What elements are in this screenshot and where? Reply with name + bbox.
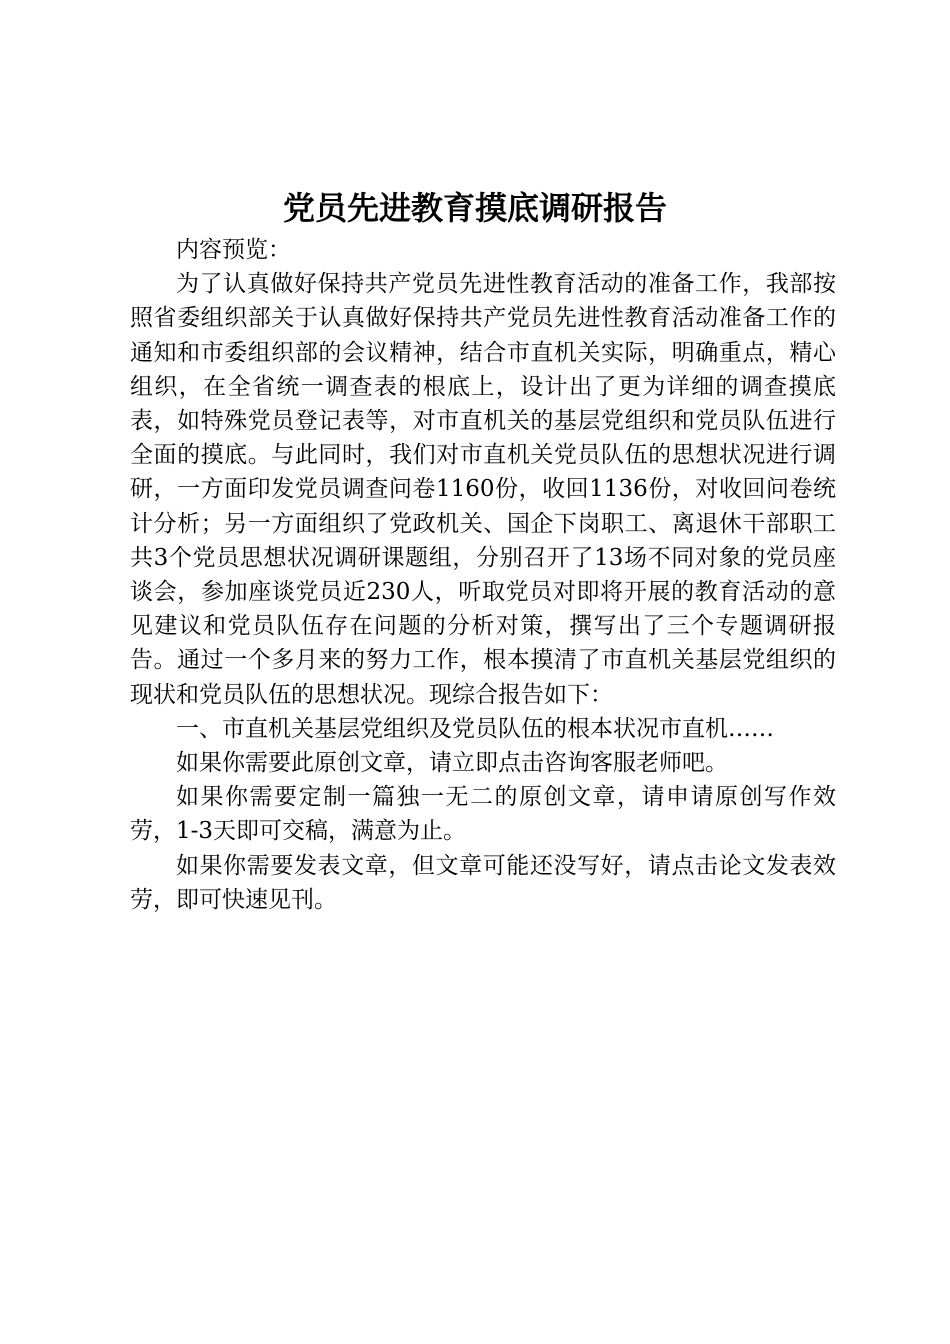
document-body <box>130 233 836 917</box>
intro-paragraph: 为了认真做好保持共产党员先进性教育活动的准备工作，我部按照省委组织部关于认真做好保持共产党员先进性教育活动准备工作的通知和市委组织部的会议精神，结合市直机关实际，明确重点，精心组织，在全省统一调查表的根底上，设计出了更为详细的调查摸底表，如特殊党员登记表等，对市直机关的基层党组织和党员队伍进行全面的摸底。与此同时，我们对市直机关党员队伍的思想状况进行调研，一方面印发党员调查问卷1160份，收回1136份，对收回问卷统计分析；另一方面组织了党政机关、国企下岗职工、离退休干部职工共3个党员思想状况调研课题组，分别召开了13场不同对象的党员座谈会，参加座谈党员近230人，听取党员对即将开展的教育活动的意见建议和党员队伍存在问题的分析对策，撰写出了三个专题调研报告。通过一个多月来的努力工作，根本摸清了市直机关基层党组织的现状和党员队伍的思想状况。现综合报告如下： <box>130 271 836 708</box>
publication-notice: 如果你需要发表文章，但文章可能还没写好，请点击论文发表效劳，即可快速见刊。 <box>130 852 836 913</box>
document-title: 党员先进教育摸底调研报告 <box>282 189 667 227</box>
section-heading-excerpt: 一、市直机关基层党组织及党员队伍的根本状况市直机…… <box>176 715 774 742</box>
preview-label: 内容预览： <box>176 237 291 263</box>
custom-writing-notice: 如果你需要定制一篇独一无二的原创文章，请申请原创写作效劳，1-3天即可交稿，满意为止。 <box>130 784 836 845</box>
consult-notice: 如果你需要此原创文章，请立即点击咨询客服老师吧。 <box>176 750 728 777</box>
